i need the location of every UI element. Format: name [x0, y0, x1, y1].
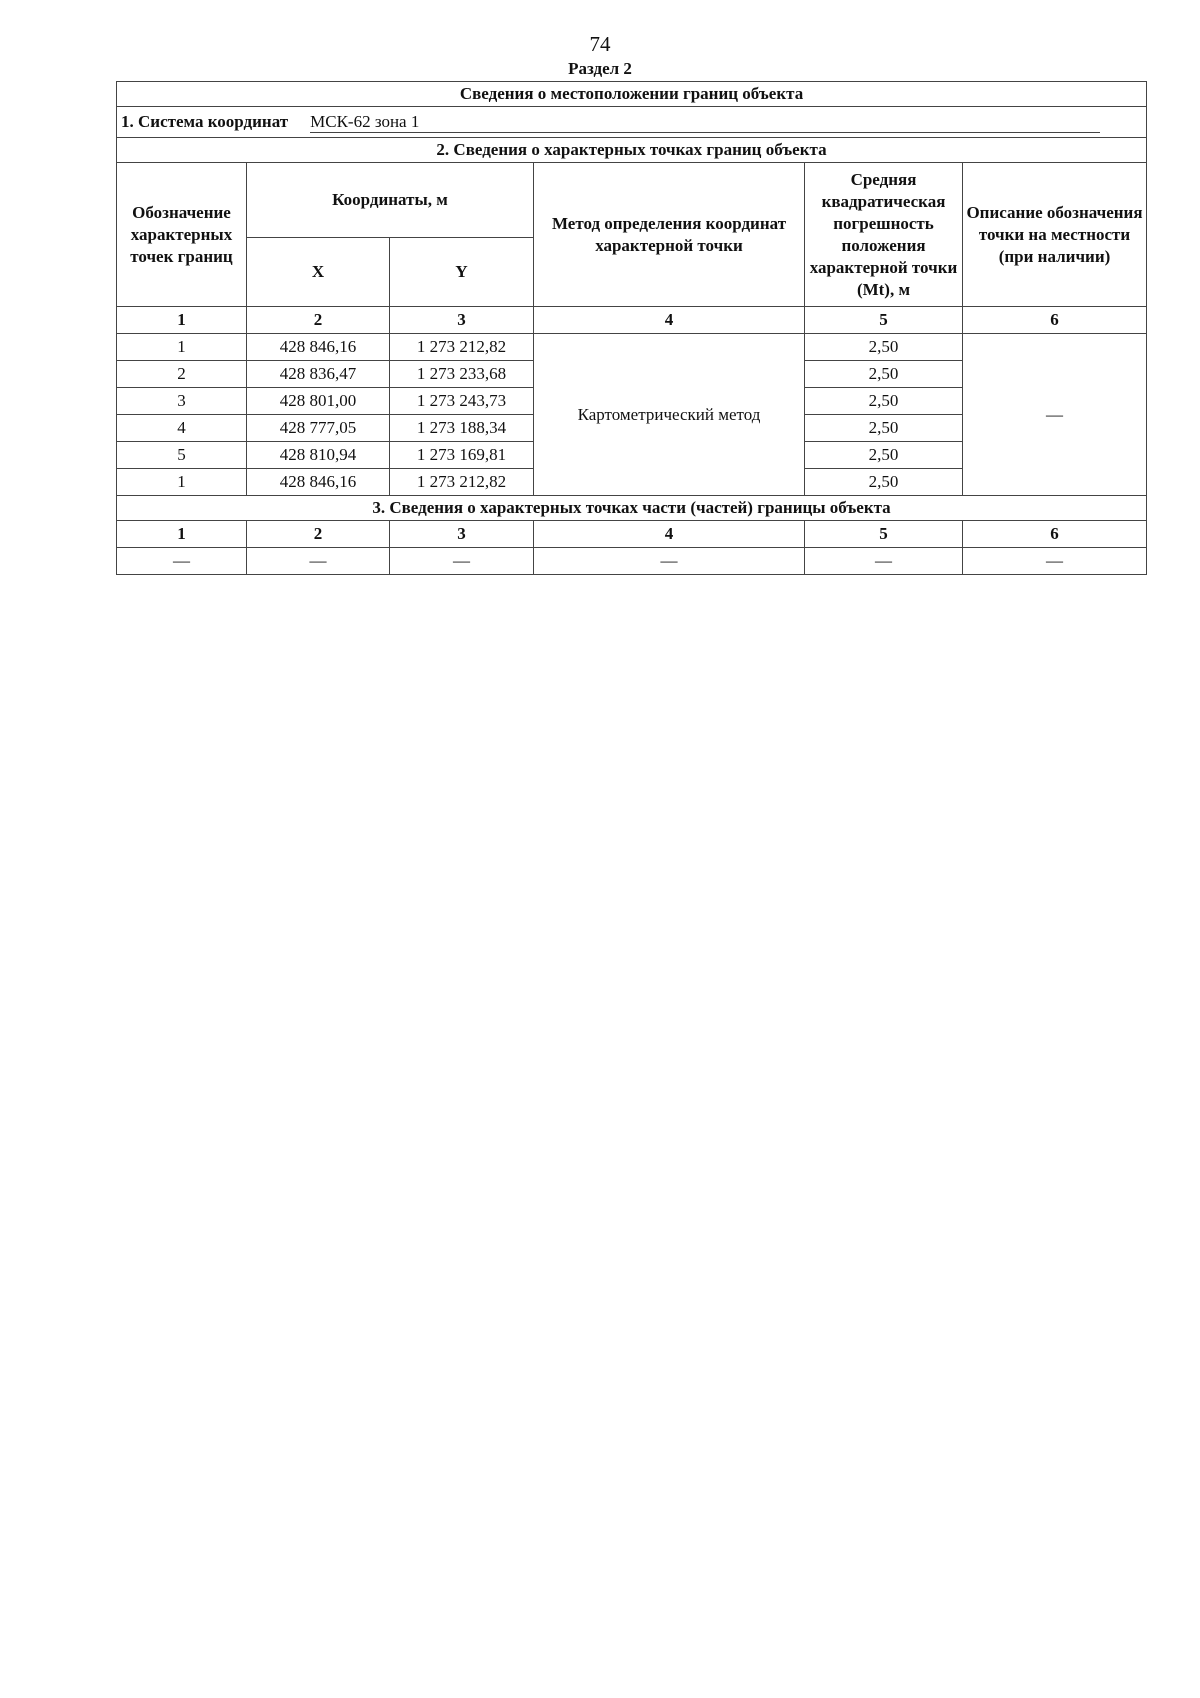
header-method: Метод определения координат характерной точки [534, 163, 805, 307]
part-cell: — [805, 548, 963, 575]
point-x: 428 801,00 [247, 388, 390, 415]
header-y: Y [390, 238, 534, 307]
point-x: 428 846,16 [247, 334, 390, 361]
boundary-table [116, 81, 1147, 575]
point-y: 1 273 233,68 [390, 361, 534, 388]
coord-system-label: 1. Система координат [121, 112, 289, 131]
table-row [117, 548, 1147, 575]
part-cell: — [963, 548, 1147, 575]
point-y: 1 273 188,34 [390, 415, 534, 442]
point-y: 1 273 243,73 [390, 388, 534, 415]
header-error: Средняя квадратическая погрешность положения характерной точки (Mt), м [805, 163, 963, 307]
coord-system-value: МСК-62 зона 1 [310, 112, 1100, 133]
table-title: Сведения о местоположении границ объекта [117, 82, 1147, 107]
header-designation: Обозначение характерных точек границ [117, 163, 247, 307]
point-error: 2,50 [805, 415, 963, 442]
column-number: 6 [963, 307, 1147, 334]
point-error: 2,50 [805, 442, 963, 469]
point-id: 2 [117, 361, 247, 388]
column-number: 3 [390, 521, 534, 548]
column-number: 2 [247, 307, 390, 334]
header-x: X [247, 238, 390, 307]
point-y: 1 273 212,82 [390, 469, 534, 496]
header-coordinates: Координаты, м [247, 163, 534, 238]
point-error: 2,50 [805, 361, 963, 388]
part-cell: — [117, 548, 247, 575]
point-x: 428 846,16 [247, 469, 390, 496]
part-cell: — [390, 548, 534, 575]
table-row [117, 334, 1147, 361]
point-error: 2,50 [805, 334, 963, 361]
method-cell: Картометрический метод [534, 334, 805, 496]
point-id: 5 [117, 442, 247, 469]
point-y: 1 273 212,82 [390, 334, 534, 361]
point-x: 428 777,05 [247, 415, 390, 442]
point-id: 1 [117, 469, 247, 496]
column-number: 4 [534, 307, 805, 334]
point-error: 2,50 [805, 469, 963, 496]
point-id: 1 [117, 334, 247, 361]
column-number: 2 [247, 521, 390, 548]
point-id: 4 [117, 415, 247, 442]
point-error: 2,50 [805, 388, 963, 415]
section-title: Раздел 2 [568, 59, 632, 78]
point-x: 428 810,94 [247, 442, 390, 469]
point-x: 428 836,47 [247, 361, 390, 388]
column-number: 5 [805, 521, 963, 548]
description-cell: — [963, 334, 1147, 496]
page-number: 74 [589, 32, 611, 56]
column-number: 5 [805, 307, 963, 334]
subsection2-title: 2. Сведения о характерных точках границ объекта [117, 138, 1147, 163]
subsection3-title: 3. Сведения о характерных точках части (частей) границы объекта [117, 496, 1147, 521]
point-y: 1 273 169,81 [390, 442, 534, 469]
part-cell: — [247, 548, 390, 575]
point-id: 3 [117, 388, 247, 415]
column-number: 1 [117, 307, 247, 334]
part-cell: — [534, 548, 805, 575]
column-number: 1 [117, 521, 247, 548]
column-number: 6 [963, 521, 1147, 548]
coord-system-row [117, 107, 1147, 138]
column-number: 4 [534, 521, 805, 548]
column-number: 3 [390, 307, 534, 334]
header-description: Описание обозначения точки на местности (при наличии) [963, 163, 1147, 307]
